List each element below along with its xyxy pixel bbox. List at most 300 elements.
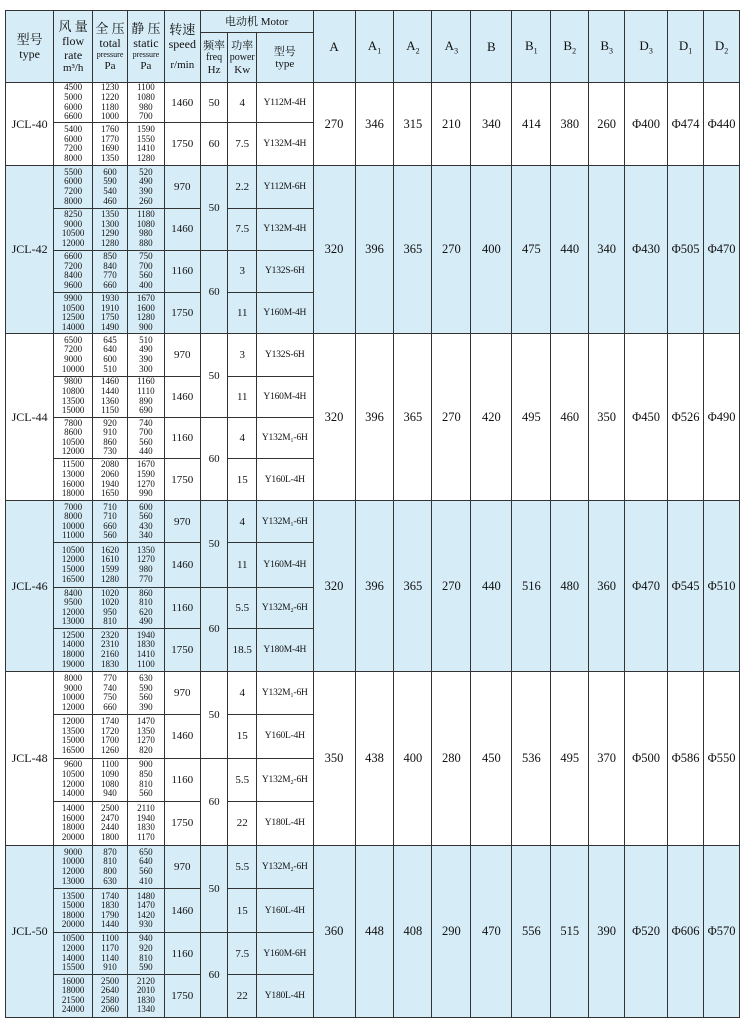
flow-rate-cell-value: 9500 — [64, 597, 83, 608]
static-pressure-cell-value: 490 — [139, 344, 153, 355]
header-static-cn: 静 压 — [131, 21, 161, 36]
motor-type-cell: Y160M-4H — [257, 293, 313, 334]
static-pressure-cell-value: 860 — [139, 587, 153, 598]
static-pressure-cell-value: 990 — [139, 488, 153, 499]
header-dim-base: B — [487, 38, 496, 54]
speed-cell: 1750 — [164, 974, 200, 1017]
flow-rate-cell-value: 11500 — [62, 459, 85, 470]
freq-cell: 60 — [200, 123, 228, 166]
static-pressure-cell-value: 1470 — [136, 900, 155, 911]
static-pressure-cell-value: 1340 — [136, 1004, 155, 1015]
static-pressure-cell-value: 560 — [139, 692, 153, 703]
total-pressure-cell — [93, 458, 128, 500]
power-cell: 5.5 — [228, 758, 257, 801]
motor-type-cell: Y132M₁-6H — [257, 672, 313, 715]
total-pressure-cell — [93, 166, 128, 208]
total-pressure-cell — [93, 758, 128, 801]
flow-rate-cell-value: 10500 — [61, 228, 85, 239]
static-pressure-cell-value: 750 — [139, 251, 153, 262]
total-pressure-cell-value: 710 — [103, 501, 117, 512]
static-pressure-cell — [127, 458, 164, 500]
power-cell: 15 — [228, 458, 257, 500]
flow-rate-cell-value: 6600 — [64, 111, 83, 122]
flow-rate-cell — [54, 845, 93, 888]
dimension-cell: 315 — [394, 83, 432, 166]
total-pressure-cell-value: 1220 — [101, 92, 120, 102]
motor-type-cell: Y132M₂-6H — [257, 587, 313, 628]
flow-rate-cell-value: 16000 — [61, 812, 85, 823]
header-dim-9 — [668, 11, 704, 83]
power-cell: 15 — [228, 889, 257, 933]
static-pressure-cell-value: 700 — [139, 260, 153, 271]
total-pressure-cell-value: 2640 — [101, 985, 120, 996]
total-pressure-cell-value: 1700 — [101, 735, 120, 746]
header-motor-title: 电动机 Motor — [224, 15, 289, 28]
power-cell: 15 — [228, 715, 257, 758]
flow-rate-cell-value: 12000 — [61, 778, 85, 789]
flow-rate-cell-value: 15000 — [61, 405, 85, 416]
header-dim-1 — [355, 11, 394, 83]
header-dim-sub: 3 — [648, 46, 653, 56]
dimension-cell: Φ550 — [704, 672, 740, 846]
static-pressure-cell-value: 2110 — [137, 803, 155, 814]
static-pressure-cell-value: 850 — [139, 769, 153, 780]
total-pressure-cell-value: 1300 — [101, 218, 120, 229]
flow-rate-cell-value: 7200 — [64, 260, 83, 271]
flow-rate-cell-value: 9000 — [64, 353, 83, 364]
flow-rate-cell-value: 6000 — [64, 101, 83, 112]
header-static-en1: static — [133, 36, 159, 50]
total-pressure-cell-value: 1100 — [101, 933, 119, 944]
header-dim-base: B — [600, 37, 609, 53]
static-pressure-cell-value: 1420 — [136, 909, 155, 920]
static-pressure-cell-value: 340 — [139, 530, 153, 541]
total-pressure-cell-value: 2310 — [101, 639, 120, 650]
dimension-cell: 516 — [512, 501, 551, 672]
dimension-cell: 340 — [589, 166, 625, 334]
power-cell: 11 — [228, 376, 257, 417]
static-pressure-cell-value: 1410 — [136, 143, 155, 154]
dimension-cell: 475 — [512, 166, 551, 334]
header-dim-0 — [313, 11, 355, 83]
dimension-cell: Φ526 — [668, 334, 704, 501]
static-pressure-cell — [127, 672, 164, 715]
dimension-cell: Φ470 — [625, 501, 668, 672]
static-pressure-cell-value: 900 — [139, 759, 153, 770]
header-dim-base: D — [639, 37, 649, 53]
speed-cell: 1750 — [164, 293, 200, 334]
flow-rate-cell — [54, 672, 93, 715]
header-motor-type — [257, 33, 313, 83]
speed-cell: 1160 — [164, 587, 200, 628]
header-dim-4 — [471, 11, 512, 83]
power-cell: 7.5 — [228, 123, 257, 166]
power-cell: 3 — [228, 334, 257, 376]
static-pressure-cell-value: 810 — [139, 597, 153, 608]
total-pressure-cell-value: 1020 — [101, 587, 120, 598]
flow-rate-cell — [54, 250, 93, 292]
speed-cell: 1460 — [164, 83, 200, 123]
static-pressure-cell-value: 1410 — [136, 648, 155, 659]
total-pressure-cell-value: 1740 — [101, 716, 120, 727]
total-pressure-cell-value: 910 — [103, 962, 117, 973]
power-cell: 11 — [228, 293, 257, 334]
dimension-cell: Φ490 — [704, 334, 740, 501]
static-pressure-cell — [127, 974, 164, 1017]
total-pressure-cell — [93, 801, 128, 845]
header-dim-sub: 2 — [572, 46, 577, 56]
fan-model-type: JCL-40 — [6, 83, 54, 166]
power-cell: 7.5 — [228, 933, 257, 974]
flow-rate-cell-value: 6000 — [64, 176, 83, 187]
speed-cell: 1160 — [164, 758, 200, 801]
flow-rate-cell — [54, 417, 93, 458]
flow-rate-cell-value: 20000 — [61, 919, 85, 930]
flow-rate-cell-value: 10500 — [61, 302, 85, 313]
static-pressure-cell-value: 1940 — [136, 629, 155, 640]
static-pressure-cell — [127, 715, 164, 758]
static-pressure-cell-value: 390 — [139, 701, 153, 712]
total-pressure-cell — [93, 889, 128, 933]
total-pressure-cell — [93, 417, 128, 458]
table-row — [6, 166, 740, 208]
static-pressure-cell-value: 1350 — [136, 725, 155, 736]
flow-rate-cell-value: 20000 — [61, 831, 85, 842]
static-pressure-cell-value: 390 — [139, 186, 153, 197]
total-pressure-cell-value: 1599 — [101, 564, 120, 574]
header-flow-en2: rate — [64, 48, 83, 62]
total-pressure-cell-value: 2440 — [101, 822, 120, 833]
flow-rate-cell-value: 8400 — [64, 587, 83, 598]
dimension-cell: 480 — [551, 501, 589, 672]
static-pressure-cell-value: 560 — [139, 788, 153, 799]
header-dim-5 — [512, 11, 551, 83]
flow-rate-cell-value: 13000 — [61, 875, 85, 886]
total-pressure-cell-value: 1280 — [101, 573, 120, 584]
total-pressure-cell-value: 660 — [103, 280, 117, 291]
speed-cell: 970 — [164, 501, 200, 543]
table-row — [6, 83, 740, 123]
flow-rate-cell-value: 8400 — [64, 270, 83, 281]
total-pressure-cell — [93, 933, 128, 974]
fan-spec-table — [5, 10, 740, 1018]
header-dim-sub: 1 — [688, 46, 693, 56]
header-power-cn: 功率 — [231, 39, 254, 52]
table-row — [6, 672, 740, 715]
total-pressure-cell-value: 560 — [103, 530, 117, 541]
flow-rate-cell-value: 14000 — [61, 952, 85, 963]
dimension-cell: 556 — [512, 845, 551, 1017]
header-freq-en: freq — [206, 51, 223, 63]
flow-rate-cell-value: 13500 — [61, 395, 85, 406]
static-pressure-cell — [127, 208, 164, 250]
header-speed-unit: r/min — [170, 59, 195, 71]
motor-type-cell: Y180L-4H — [257, 974, 313, 1017]
static-pressure-cell-value: 1470 — [136, 716, 155, 727]
static-pressure-cell-value: 2010 — [136, 985, 155, 996]
total-pressure-cell — [93, 83, 128, 123]
power-cell: 22 — [228, 974, 257, 1017]
total-pressure-cell-value: 1360 — [101, 395, 120, 406]
total-pressure-cell-value: 1170 — [101, 942, 119, 953]
dimension-cell: Φ430 — [625, 166, 668, 334]
total-pressure-cell-value: 810 — [103, 616, 117, 627]
power-cell: 11 — [228, 543, 257, 587]
total-pressure-cell-value: 1940 — [101, 478, 120, 489]
dimension-cell: 470 — [471, 845, 512, 1017]
dimension-cell: 270 — [432, 334, 471, 501]
static-pressure-cell-value: 410 — [139, 875, 153, 886]
dimension-cell: 370 — [589, 672, 625, 846]
total-pressure-cell-value: 810 — [103, 856, 117, 867]
total-pressure-cell-value: 910 — [103, 427, 117, 438]
static-pressure-cell-value: 260 — [139, 195, 153, 206]
static-pressure-cell-value: 1280 — [136, 152, 155, 163]
flow-rate-cell — [54, 334, 93, 376]
total-pressure-cell-value: 950 — [103, 606, 117, 617]
header-total-cn: 全 压 — [95, 21, 125, 36]
motor-type-cell: Y132M₂-6H — [257, 758, 313, 801]
total-pressure-cell — [93, 543, 128, 587]
flow-rate-cell-value: 9000 — [64, 682, 83, 693]
total-pressure-cell-value: 1150 — [101, 405, 119, 416]
flow-rate-cell — [54, 83, 93, 123]
total-pressure-cell-value: 590 — [103, 176, 117, 187]
static-pressure-cell-value: 1480 — [136, 890, 155, 901]
speed-cell: 1750 — [164, 801, 200, 845]
dimension-cell: Φ400 — [625, 83, 668, 166]
static-pressure-cell-value: 810 — [139, 778, 153, 789]
total-pressure-cell-value: 1830 — [101, 658, 120, 669]
total-pressure-cell-value: 750 — [103, 692, 117, 703]
fan-model-type: JCL-48 — [6, 672, 54, 846]
flow-rate-cell-value: 16000 — [61, 478, 85, 489]
total-pressure-cell-value: 660 — [103, 701, 117, 712]
static-pressure-cell-value: 590 — [139, 962, 153, 973]
total-pressure-cell-value: 1750 — [101, 312, 120, 323]
static-pressure-cell-value: 920 — [139, 942, 153, 953]
dimension-cell: 440 — [471, 501, 512, 672]
header-total-en2: pressure — [96, 50, 124, 59]
static-pressure-cell-value: 1590 — [136, 124, 155, 135]
flow-rate-cell-value: 16000 — [61, 975, 85, 986]
motor-type-cell: Y112M-6H — [257, 166, 313, 208]
static-pressure-cell-value: 1270 — [136, 478, 155, 489]
dimension-cell: Φ500 — [625, 672, 668, 846]
dimension-cell: 400 — [394, 672, 432, 846]
flow-rate-cell-value: 14000 — [61, 803, 85, 814]
dimension-cell: 438 — [355, 672, 394, 846]
static-pressure-cell-value: 440 — [139, 446, 153, 457]
total-pressure-cell-value: 870 — [103, 846, 117, 857]
total-pressure-cell-value: 460 — [103, 195, 117, 206]
total-pressure-cell — [93, 587, 128, 628]
static-pressure-cell — [127, 543, 164, 587]
dimension-cell: 396 — [355, 166, 394, 334]
flow-rate-cell-value: 19000 — [61, 658, 85, 669]
static-pressure-cell-value: 900 — [139, 321, 153, 332]
static-pressure-cell-value: 980 — [139, 101, 153, 112]
flow-rate-cell — [54, 715, 93, 758]
dimension-cell: 495 — [551, 672, 589, 846]
dimension-cell: Φ586 — [668, 672, 704, 846]
header-dim-base: B — [563, 37, 573, 53]
static-pressure-cell-value: 740 — [139, 417, 153, 428]
total-pressure-cell — [93, 672, 128, 715]
header-power — [228, 33, 257, 83]
flow-rate-cell-value: 10000 — [61, 692, 85, 703]
static-pressure-cell — [127, 166, 164, 208]
header-flow-unit: m³/h — [62, 62, 84, 74]
total-pressure-cell-value: 1140 — [101, 952, 119, 963]
dimension-cell: 396 — [355, 334, 394, 501]
flow-rate-cell — [54, 543, 93, 587]
flow-rate-cell-value: 12000 — [61, 942, 85, 953]
total-pressure-cell-value: 1610 — [101, 554, 120, 565]
flow-rate-cell-value: 12500 — [61, 312, 85, 323]
power-cell: 5.5 — [228, 587, 257, 628]
total-pressure-cell — [93, 250, 128, 292]
flow-rate-cell-value: 5500 — [64, 166, 83, 177]
dimension-cell: Φ606 — [668, 845, 704, 1017]
table-body — [6, 83, 740, 1018]
flow-rate-cell-value: 14000 — [61, 639, 85, 650]
total-pressure-cell — [93, 715, 128, 758]
total-pressure-cell — [93, 974, 128, 1017]
static-pressure-cell-value: 1350 — [136, 544, 155, 555]
speed-cell: 1160 — [164, 250, 200, 292]
freq-cell: 60 — [200, 758, 228, 845]
dimension-cell: 270 — [432, 501, 471, 672]
header-flow — [54, 11, 93, 83]
static-pressure-cell-value: 930 — [139, 919, 153, 930]
motor-type-cell: Y112M-4H — [257, 83, 313, 123]
flow-rate-cell-value: 10800 — [61, 386, 85, 397]
total-pressure-cell-value: 1020 — [101, 597, 120, 608]
static-pressure-cell-value: 1100 — [137, 82, 155, 93]
total-pressure-cell — [93, 208, 128, 250]
flow-rate-cell-value: 24000 — [61, 1004, 85, 1015]
static-pressure-cell — [127, 758, 164, 801]
total-pressure-cell-value: 1100 — [101, 759, 119, 770]
static-pressure-cell-value: 2120 — [136, 975, 155, 986]
total-pressure-cell — [93, 293, 128, 334]
dimension-cell: 396 — [355, 501, 394, 672]
flow-rate-cell-value: 9600 — [64, 759, 83, 770]
total-pressure-cell-value: 1830 — [101, 900, 120, 911]
flow-rate-cell-value: 8000 — [64, 672, 83, 683]
header-type-en: type — [19, 47, 40, 61]
header-dim-sub: 2 — [415, 46, 420, 56]
flow-rate-cell-value: 6000 — [64, 133, 83, 144]
speed-cell: 1460 — [164, 889, 200, 933]
header-dim-10 — [704, 11, 740, 83]
freq-cell: 60 — [200, 417, 228, 500]
total-pressure-cell-value: 1930 — [101, 293, 120, 303]
total-pressure-cell-value: 1490 — [101, 321, 120, 332]
static-pressure-cell-value: 650 — [139, 846, 153, 857]
dimension-cell: 450 — [471, 672, 512, 846]
total-pressure-cell-value: 1620 — [101, 544, 120, 555]
static-pressure-cell-value: 560 — [139, 270, 153, 281]
flow-rate-cell-value: 7200 — [64, 186, 83, 197]
dimension-cell: 360 — [589, 501, 625, 672]
motor-type-cell: Y160M-4H — [257, 543, 313, 587]
flow-rate-cell-value: 12000 — [61, 446, 85, 457]
header-speed — [164, 11, 200, 83]
dimension-cell: 350 — [313, 672, 355, 846]
dimension-cell: 210 — [432, 83, 471, 166]
flow-rate-cell-value: 8600 — [64, 427, 83, 438]
flow-rate-cell-value: 12000 — [61, 606, 85, 617]
flow-rate-cell-value: 14000 — [61, 788, 85, 799]
total-pressure-cell-value: 1180 — [101, 101, 119, 112]
flow-rate-cell-value: 9600 — [64, 280, 83, 291]
flow-rate-cell-value: 15000 — [61, 735, 85, 746]
flow-rate-cell-value: 21500 — [61, 994, 85, 1005]
flow-rate-cell-value: 14000 — [61, 321, 85, 332]
fan-model-type: JCL-50 — [6, 845, 54, 1017]
freq-cell: 50 — [200, 845, 228, 932]
speed-cell: 1160 — [164, 417, 200, 458]
flow-rate-cell-value: 9000 — [64, 846, 83, 857]
total-pressure-cell-value: 2320 — [101, 629, 120, 640]
flow-rate-cell-value: 8000 — [64, 195, 83, 206]
static-pressure-cell-value: 1550 — [136, 133, 155, 144]
static-pressure-cell-value: 1830 — [136, 994, 155, 1005]
flow-rate-cell — [54, 293, 93, 334]
total-pressure-cell-value: 1000 — [101, 111, 120, 122]
header-power-en: power — [229, 51, 255, 63]
header-flow-cn: 风 量 — [58, 19, 88, 34]
flow-rate-cell-value: 15500 — [61, 962, 85, 973]
static-pressure-cell — [127, 250, 164, 292]
flow-rate-cell-value: 16500 — [61, 573, 85, 584]
total-pressure-cell-value: 510 — [103, 363, 117, 374]
dimension-cell: 408 — [394, 845, 432, 1017]
total-pressure-cell-value: 2080 — [101, 459, 120, 470]
total-pressure-cell-value: 600 — [103, 353, 117, 364]
total-pressure-cell-value: 2060 — [101, 1004, 120, 1015]
static-pressure-cell-value: 1670 — [136, 459, 155, 470]
total-pressure-cell-value: 1460 — [101, 376, 120, 387]
total-pressure-cell-value: 1440 — [101, 919, 120, 930]
static-pressure-cell-value: 1100 — [137, 658, 155, 669]
static-pressure-cell-value: 400 — [139, 280, 153, 291]
total-pressure-cell-value: 1280 — [101, 237, 120, 248]
total-pressure-cell-value: 1690 — [101, 143, 120, 154]
dimension-cell: 346 — [355, 83, 394, 166]
total-pressure-cell-value: 850 — [103, 251, 117, 262]
flow-rate-cell-value: 7200 — [64, 344, 83, 355]
static-pressure-cell-value: 1080 — [136, 218, 155, 229]
total-pressure-cell-value: 860 — [103, 436, 117, 447]
speed-cell: 1160 — [164, 933, 200, 974]
header-dim-base: A — [444, 37, 455, 53]
total-pressure-cell-value: 710 — [103, 511, 117, 522]
static-pressure-cell-value: 560 — [139, 436, 153, 447]
total-pressure-cell — [93, 376, 128, 417]
static-pressure-cell-value: 1830 — [136, 822, 155, 833]
flow-rate-cell — [54, 801, 93, 845]
motor-type-cell: Y160L-4H — [257, 715, 313, 758]
header-dim-sub: 1 — [533, 46, 538, 56]
static-pressure-cell-value: 590 — [139, 682, 153, 693]
total-pressure-cell-value: 840 — [103, 260, 117, 271]
dimension-cell: 320 — [313, 334, 355, 501]
flow-rate-cell-value: 8250 — [64, 209, 83, 220]
static-pressure-cell-value: 1280 — [136, 312, 155, 323]
